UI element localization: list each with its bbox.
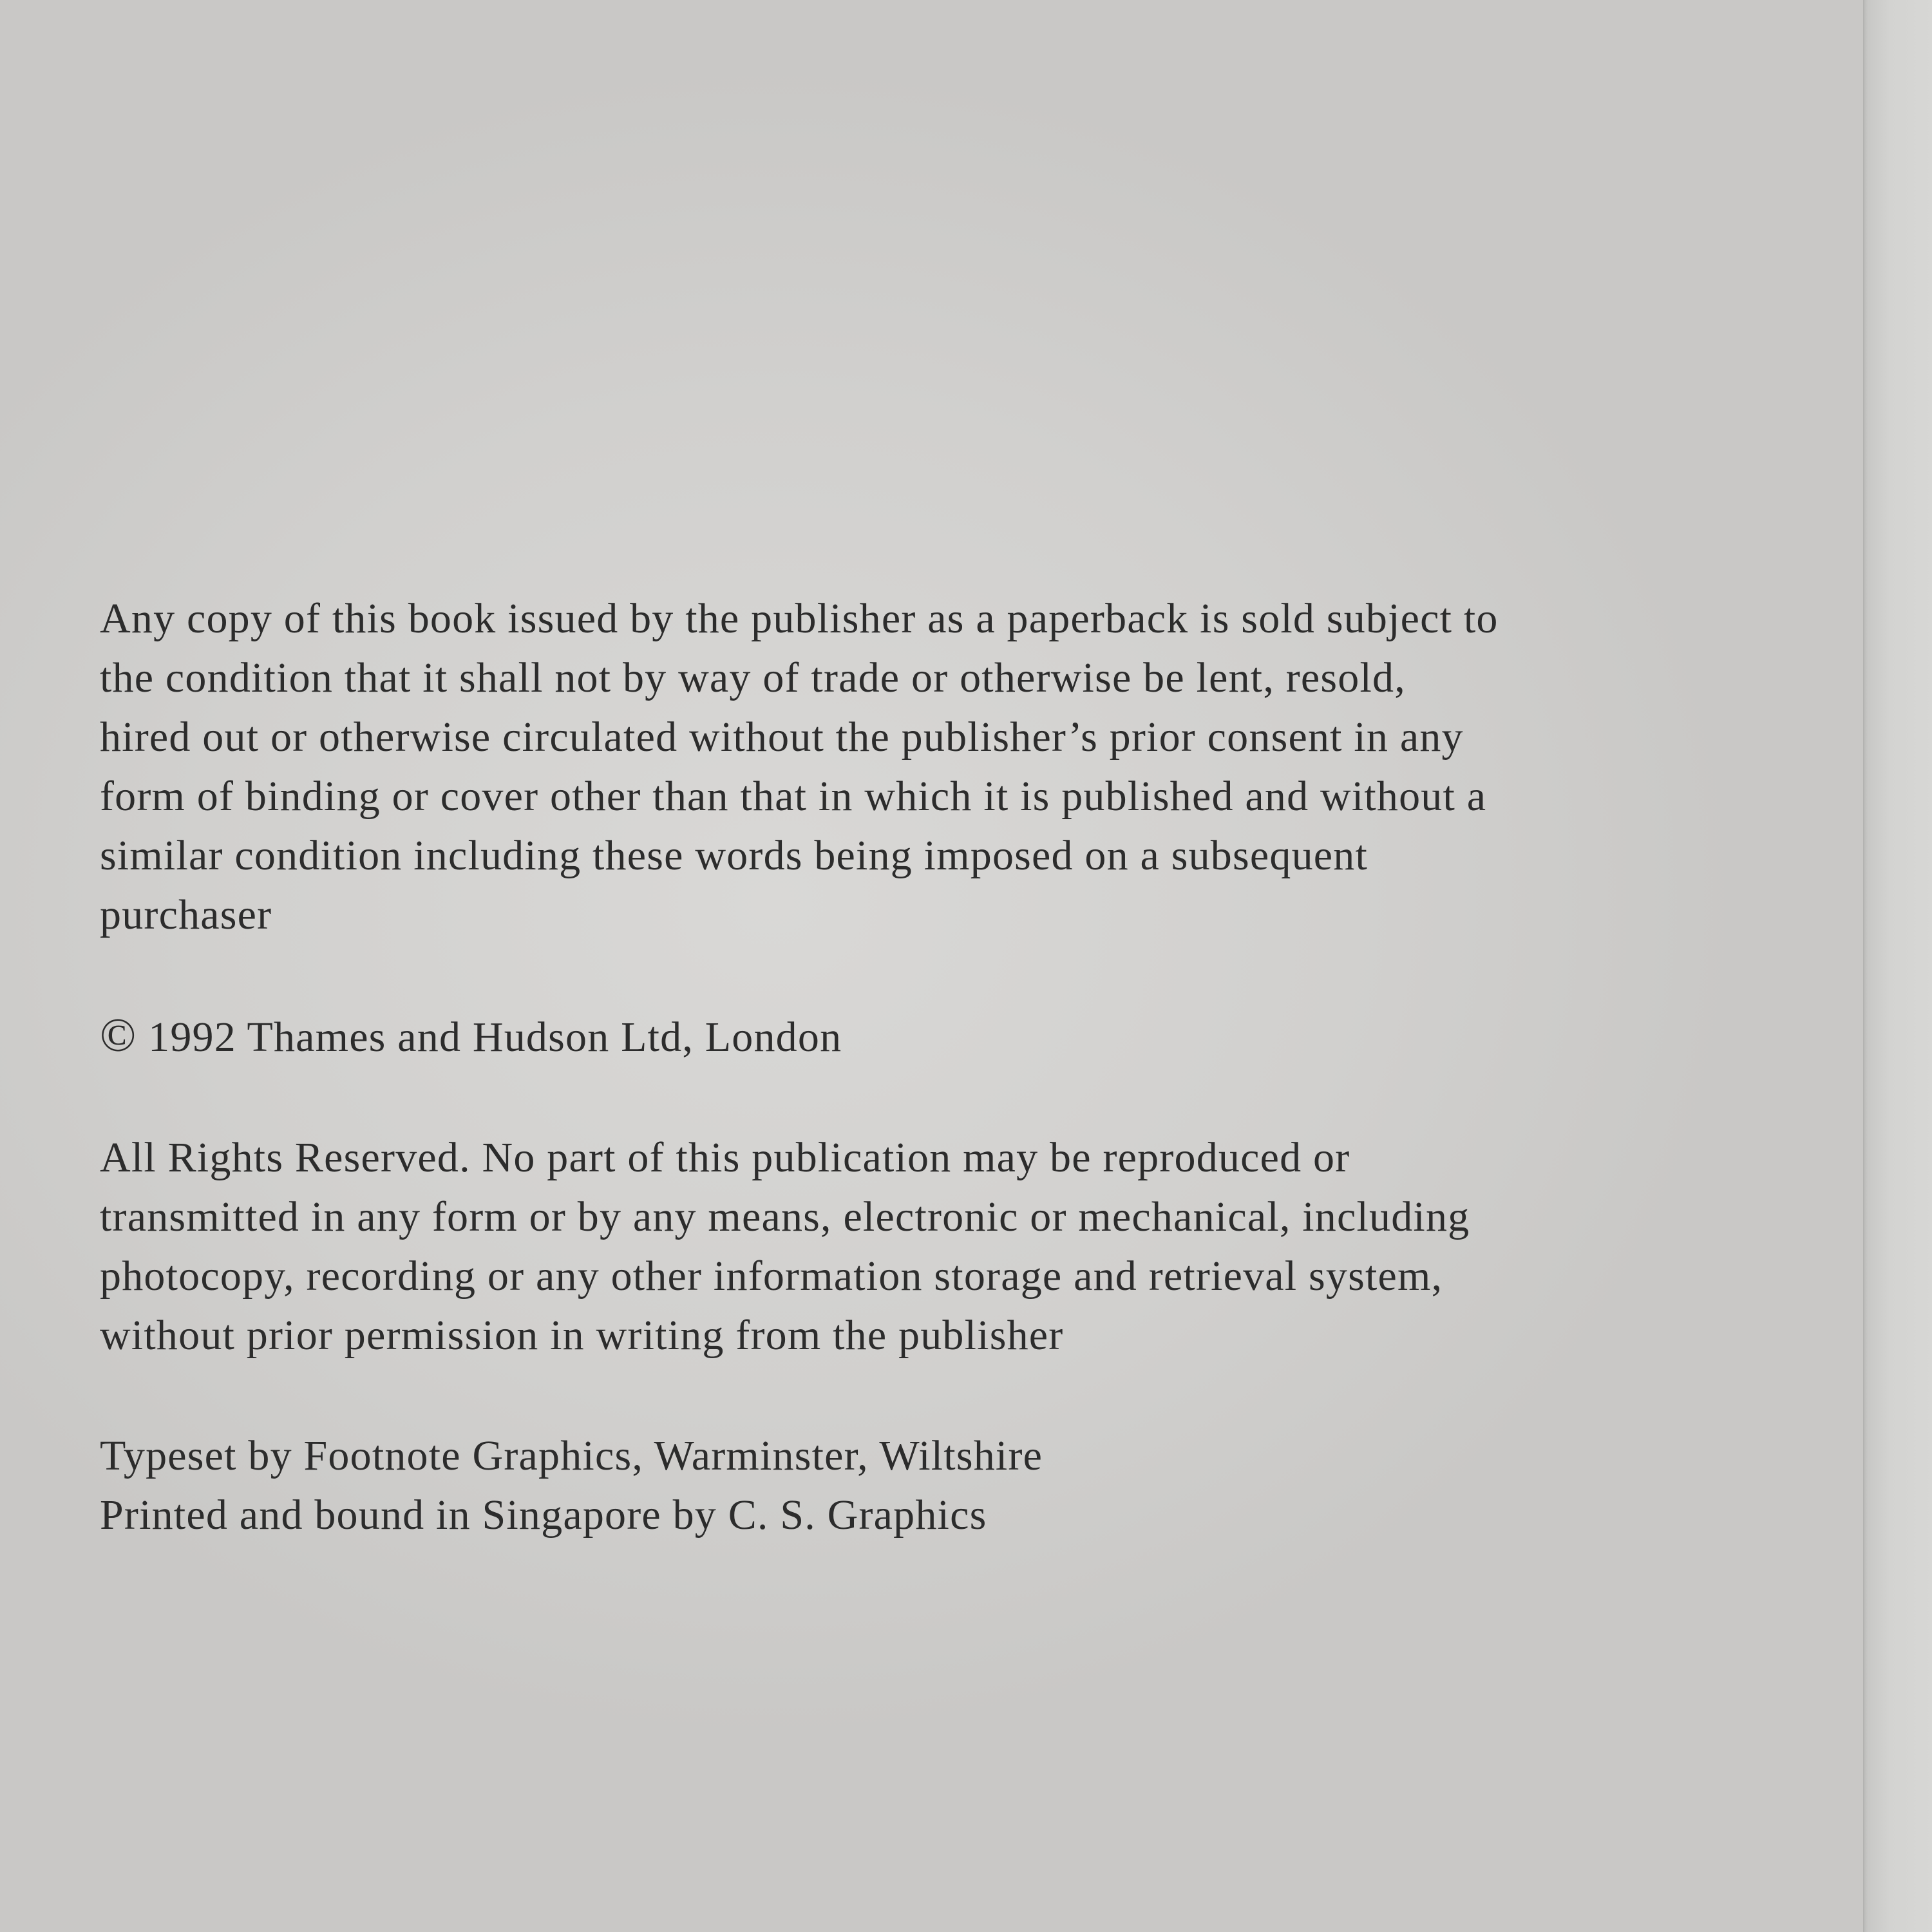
notice-line: purchaser (100, 891, 272, 938)
typeset-credit: Typeset by Footnote Graphics, Warminster, Wiltshire (100, 1432, 1043, 1479)
sale-condition-notice (100, 589, 1839, 945)
copyright-text: 1992 Thames and Hudson Ltd, London (137, 1014, 842, 1061)
production-credits (100, 1426, 1839, 1545)
copyright-page-text (100, 589, 1839, 1606)
notice-line: hired out or otherwise circulated without the publisher’s prior consent in any (100, 714, 1464, 761)
copyright-line (100, 1006, 1839, 1067)
rights-line: transmitted in any form or by any means, electronic or mechanical, including (100, 1193, 1470, 1240)
rights-line: All Rights Reserved. No part of this publication may be reproduced or (100, 1134, 1350, 1181)
copyright-symbol: © (100, 1009, 137, 1062)
notice-line: the condition that it shall not by way of trade or otherwise be lent, resold, (100, 654, 1406, 701)
facing-page-edge (1864, 0, 1932, 1932)
rights-line: photocopy, recording or any other information storage and retrieval system, (100, 1253, 1443, 1300)
rights-reserved-statement (100, 1128, 1839, 1365)
copyright-statement (100, 1006, 1839, 1067)
notice-line: Any copy of this book issued by the publisher as a paperback is sold subject to (100, 595, 1499, 642)
rights-line: without prior permission in writing from the publisher (100, 1312, 1064, 1359)
notice-line: similar condition including these words being imposed on a subsequent (100, 832, 1368, 879)
printing-credit: Printed and bound in Singapore by C. S. Graphics (100, 1492, 987, 1539)
notice-line: form of binding or cover other than that in which it is published and without a (100, 773, 1487, 820)
